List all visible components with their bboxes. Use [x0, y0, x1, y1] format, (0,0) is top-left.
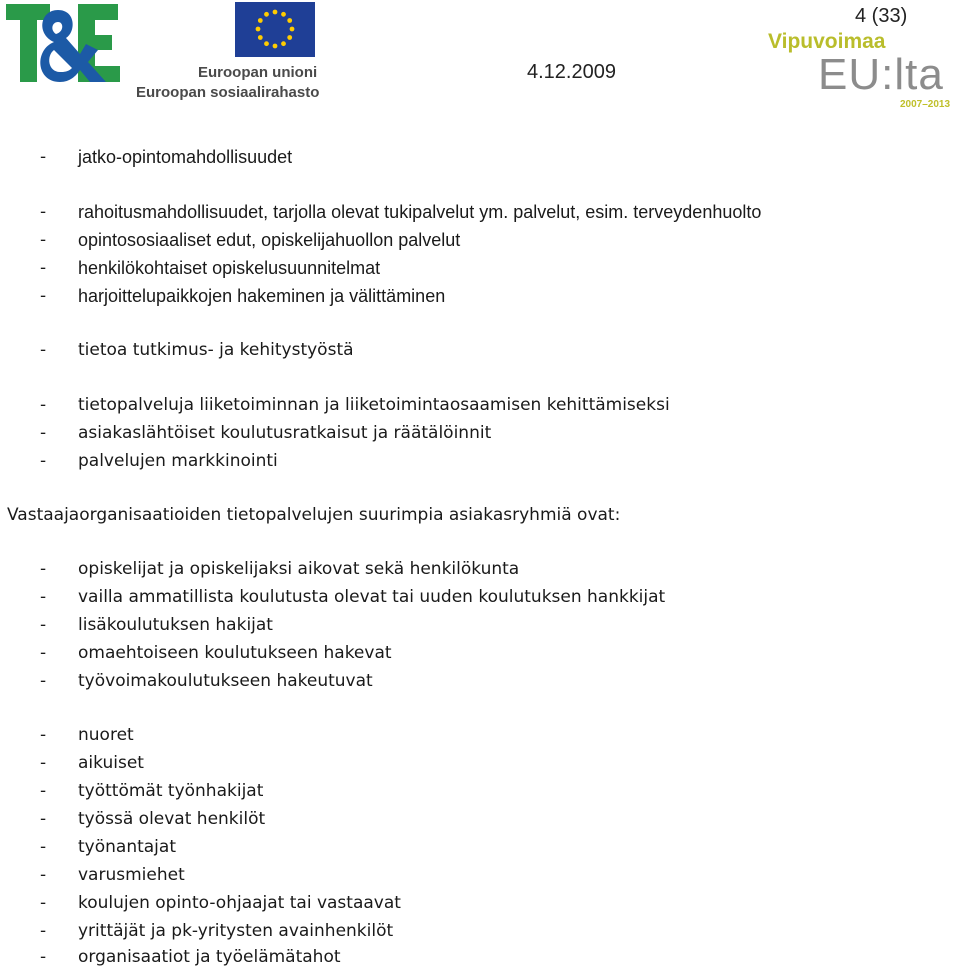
list-item: - tietoa tutkimus- ja kehitystyöstä	[0, 336, 960, 364]
list-item: - asiakaslähtöiset koulutusratkaisut ja räätälöinnit	[0, 419, 960, 447]
bullet-dash: -	[40, 837, 47, 857]
bullet-dash: -	[40, 865, 47, 885]
list-item: - harjoittelupaikkojen hakeminen ja välittäminen	[0, 282, 960, 310]
list-item: - aikuiset	[0, 749, 960, 777]
list-item: - jatko-opintomahdollisuudet	[0, 143, 960, 171]
list-item: - työssä olevat henkilöt	[0, 805, 960, 833]
list-item: - tietopalveluja liiketoiminnan ja liiketoimintaosaamisen kehittämiseksi	[0, 391, 960, 419]
list-item: - työttömät työnhakijat	[0, 777, 960, 805]
page-number: 4 (33)	[855, 5, 908, 27]
list-item: - omaehtoiseen koulutukseen hakevat	[0, 639, 960, 667]
bullet-dash: -	[40, 147, 47, 167]
bullet-dash: -	[40, 202, 47, 222]
bullet-dash: -	[40, 230, 47, 250]
section-intro: Vastaajaorganisaatioiden tietopalvelujen suurimpia asiakasryhmiä ovat:	[7, 505, 621, 525]
bullet-dash: -	[40, 423, 47, 443]
list-item: - lisäkoulutuksen hakijat	[0, 611, 960, 639]
eu-flag-icon	[235, 2, 315, 57]
list-item: - yrittäjät ja pk-yritysten avainhenkilöt	[0, 917, 960, 945]
bullet-dash: -	[40, 809, 47, 829]
list-item: - opiskelijat ja opiskelijaksi aikovat sekä henkilökunta	[0, 555, 960, 583]
bullet-dash: -	[40, 921, 47, 941]
bullet-dash: -	[40, 258, 47, 278]
eu-logo	[134, 2, 320, 102]
bullet-dash: -	[40, 559, 47, 579]
eu-logo-line2: Euroopan sosiaalirahasto	[136, 84, 320, 101]
list-item: - opintososiaaliset edut, opiskelijahuollon palvelut	[0, 226, 960, 254]
list-item: - varusmiehet	[0, 861, 960, 889]
bullet-dash: -	[40, 893, 47, 913]
bullet-dash: -	[40, 671, 47, 691]
bullet-dash: -	[40, 451, 47, 471]
document-date: 4.12.2009	[527, 61, 616, 83]
list-item: - henkilökohtaiset opiskelusuunnitelmat	[0, 254, 960, 282]
bullet-dash: -	[40, 340, 47, 360]
bullet-dash: -	[40, 587, 47, 607]
bullet-dash: -	[40, 286, 47, 306]
eu-logo-line1: Euroopan unioni	[198, 64, 318, 81]
list-item: - vailla ammatillista koulutusta olevat tai uuden koulutuksen hankkijat	[0, 583, 960, 611]
list-item: - työnantajat	[0, 833, 960, 861]
list-item: - koulujen opinto-ohjaajat tai vastaavat	[0, 889, 960, 917]
eulta-word: EU:lta	[818, 50, 944, 99]
list-item: - organisaatiot ja työelämätahot	[0, 943, 960, 971]
list-item: - palvelujen markkinointi	[0, 447, 960, 475]
te-logo	[6, 4, 120, 82]
list-item: - rahoitusmahdollisuudet, tarjolla olevat tukipalvelut ym. palvelut, esim. terveydenhuolto	[0, 198, 960, 226]
vipuvoimaa-logo	[766, 30, 956, 112]
bullet-dash: -	[40, 753, 47, 773]
list-item: - nuoret	[0, 721, 960, 749]
vipuvoimaa-years: 2007–2013	[900, 99, 951, 110]
bullet-dash: -	[40, 395, 47, 415]
bullet-dash: -	[40, 947, 47, 967]
page-header	[0, 0, 960, 115]
list-item: - työvoimakoulutukseen hakeutuvat	[0, 667, 960, 695]
bullet-dash: -	[40, 643, 47, 663]
vipuvoimaa-word: Vipuvoimaa	[768, 30, 886, 53]
bullet-dash: -	[40, 615, 47, 635]
bullet-dash: -	[40, 781, 47, 801]
bullet-dash: -	[40, 725, 47, 745]
